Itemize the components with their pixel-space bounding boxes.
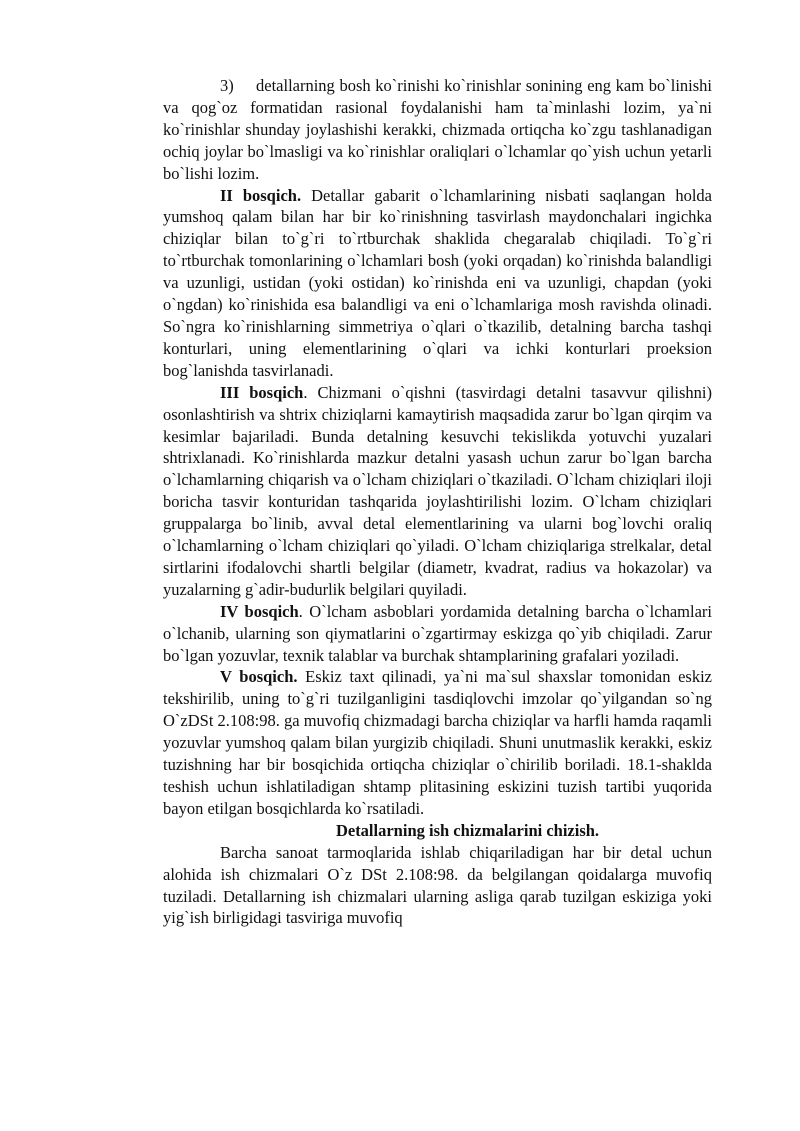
paragraph-text: . Chizmani o`qishni (tasvirdagi detalni tasavvur qilishni) osonlashtirish va shtrix chiziqlarni kamaytirish maqsadida zarur bo`lgan qirqim va kesimlar bajariladi. Bunda detalning kesuvchi tekislikda yotuvchi yuzalari shtrixlanadi. Ko`rinishlarda mazkur detalni yasash uchun zarur bo`lgan barcha o`lchamlarning chiqarish va o`lcham chiziqlari o`tkaziladi. O`lcham chiziqlari iloji boricha tasvir konturidan tashqarida joylashtirilishi lozim. O`lcham chiziqlari gruppalarga bo`linib, avval detal elementlarining va ularni bog`lovchi oraliq o`lchamlarning o`lcham chiziqlari qo`yiladi. O`lcham chiziqlariga strelkalar, detal sirtlarini ifodalovchi shartli belgilar (diametr, kvadrat, radius va hokazolar) va yuzalarning g`adir-budurlik belgilari quyiladi. [163, 382, 712, 599]
stage-lead: II bosqich. [220, 185, 302, 205]
document-page [163, 75, 712, 929]
list-number: 3) [220, 76, 234, 95]
section-heading: Detallarning ish chizmalarini chizish. [335, 820, 600, 840]
stage-lead: IV bosqich [220, 601, 299, 621]
paragraph-text: Eskiz taxt qilinadi, ya`ni ma`sul shaxslar tomonidan eskiz tekshirilib, uning to`g`ri tuzilganligini tasdiqlovchi imzolar qo`yilgandan so`ng O`zDSt 2.108:98. ga muvofiq chizmadagi barcha chiziqlar va harfli hamda raqamli yozuvlar yumshoq qalam bilan yurgizib chiqiladi. Shuni unutmaslik kerakki, eskiz tuzishning har bir bosqichida ortiqcha chiziqlar o`chirilib boriladi. 18.1-shaklda teshish uchun ishlatiladigan shtamp plitasining eskizini tuzish tartibi yuqorida bayon etilgan bosqichlarda ko`rsatiladi. [163, 667, 713, 818]
paragraph-step-3 [163, 75, 712, 185]
paragraph-stage-4 [163, 601, 712, 667]
paragraph-text: . O`lcham asboblari yordamida detalning barcha o`lchamlari o`lchanib, ularning son qiymatlarini o`zgartirmay eskizga qo`yib chiqiladi. Zarur bo`lgan yozuvlar, texnik talablar va burchak shtamplarining grafalari yoziladi. [163, 601, 712, 665]
stage-lead: III bosqich [220, 382, 304, 402]
stage-lead: V bosqich. [220, 667, 298, 687]
paragraph-stage-5 [163, 666, 712, 819]
paragraph-stage-3 [163, 382, 712, 601]
paragraph-text: Detallar gabarit o`lchamlarining nisbati saqlangan holda yumshoq qalam bilan har bir ko`rinishning tasvirlash maydonchalari ingichka chiziqlar bilan to`g`ri to`rtburchak shaklida chegaralab chiqiladi. To`g`ri to`rtburchak tomonlarining o`lchamlari bosh (yoki orqadan) ko`rinishda balandligi va uzunligi, ustidan (yoki ostidan) ko`rinishda eni va uzunligi, chapdan (yoki o`ngdan) ko`rinishida esa balandligi va eni o`lchamlariga mosh ravishda olinadi. So`ngra ko`rinishlarning simmetriya o`qlari o`tkazilib, detalning barcha tashqi konturlari, uning elementlarining o`qlari va ichki konturlari proeksion bog`lanishda tasvirlanadi. [163, 185, 712, 380]
paragraph-stage-2 [163, 185, 712, 382]
paragraph-text: detallarning bosh ko`rinishi ko`rinishlar sonining eng kam bo`linishi va qog`oz formatidan rasional foydalanishi ham ta`minlashi lozim, ya`ni ko`rinishlar shunday joylashishi kerakki, chizmada ortiqcha ko`zgu tashlanadigan ochiq joylar bo`lmasligi va ko`rinishlar oraliqlari o`lchamlar qo`yish uchun yetarli bo`lishi lozim. [163, 76, 712, 183]
paragraph-final: Barcha sanoat tarmoqlarida ishlab chiqariladigan har bir detal uchun alohida ish chizmalari O`z DSt 2.108:98. da belgilangan qoidalarga muvofiq tuziladi. Detallarning ish chizmalari ularning asliga qarab tuzilgan eskiziga yoki yig`ish birligidagi tasviriga muvofiq [163, 842, 712, 928]
